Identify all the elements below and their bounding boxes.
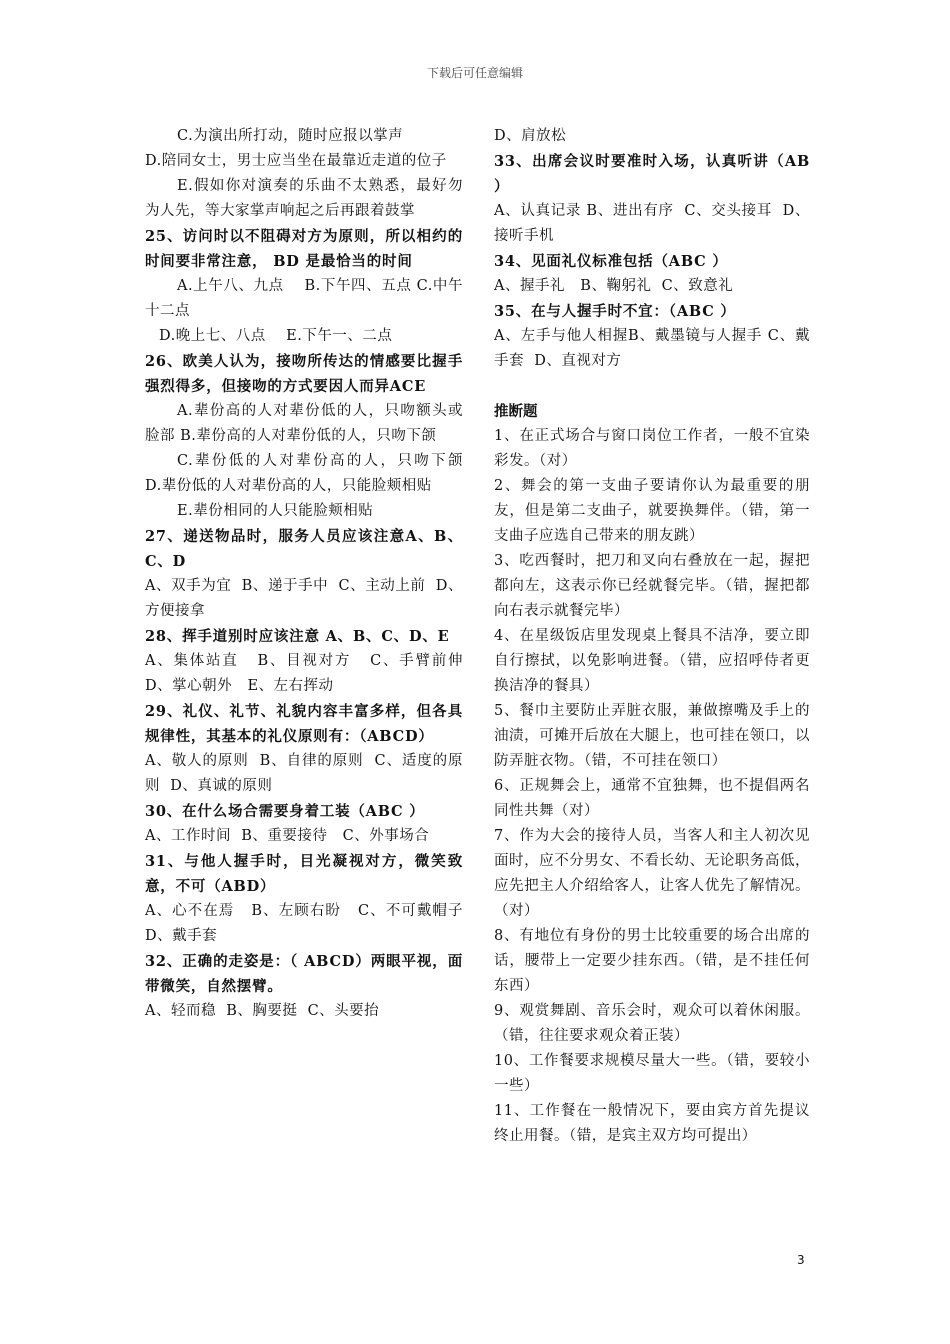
answer-text: A、左手与他人相握B、戴墨镜与人握手 C、戴手套 D、直视对方 [494,328,810,369]
answer-text: 8、有地位有身份的男士比较重要的场合出席的话，腰带上一定要少挂东西。（错，是不挂任何东西） [494,928,810,994]
answer-text: D、肩放松 [494,128,567,144]
question-stem: 32、正确的走姿是：（ ABCD）两眼平视，面带微笑，自然摆臂。 [145,953,463,995]
answer-text: A、双手为宜 B、递于手中 C、主动上前 D、方便接拿 [145,578,463,619]
answer-text: E.辈份相同的人只能脸颊相贴 [177,503,374,519]
page-header: 下载后可任意编辑 [426,66,523,80]
answer-text: C.辈份低的人对辈份高的人，只吻下颌 D.辈份低的人对辈份高的人，只能脸颊相贴 [145,453,484,494]
question-stem: 35、在与人握手时不宜：（ABC ） [494,303,736,320]
right-column [494,124,816,1149]
answer-text: 2、舞会的第一支曲子要请你认为最重要的朋友，但是第二支曲子，就要换舞伴。（错，第一支曲子应选自己带来的朋友跳） [494,478,810,544]
answer-text: A、集体站直 B、目视对方 C、手臂前伸 D、掌心朝外 E、左右挥动 [145,653,474,694]
answer-text: A.辈份高的人对辈份低的人，只吻额头或脸部 B.辈份高的人对辈份低的人，只吻下颌 [145,403,463,444]
question-stem: 29、礼仪、礼节、礼貌内容丰富多样，但各具规律性，其基本的礼仪原则有：（ABCD） [145,703,463,745]
answer-text: A、轻而稳 B、胸要挺 C、头要抬 [145,1003,380,1019]
answer-text: 3、吃西餐时，把刀和叉向右叠放在一起，握把都向左，这表示你已经就餐完毕。（错，握把都向右表示就餐完毕） [494,553,810,619]
section-title: 推断题 [494,403,538,420]
answer-text: 6、正规舞会上，通常不宜独舞，也不提倡两名同性共舞（对） [494,778,810,819]
question-stem: 30、在什么场合需要身着工装（ABC ） [145,803,425,820]
answer-text: A、认真记录 B、进出有序 C、交头接耳 D、接听手机 [494,203,810,244]
question-stem: 26、欧美人认为，接吻所传达的情感要比握手强烈得多，但接吻的方式要因人而异ACE [145,353,463,395]
answer-text: 9、观赏舞剧、音乐会时，观众可以着休闲服。（错，往往要求观众着正装） [494,1003,810,1044]
answer-text: 4、在星级饭店里发现桌上餐具不洁净，要立即自行擦拭，以免影响进餐。（错，应招呼侍者更换洁净的餐具） [494,628,810,694]
answer-text: 1、在正式场合与窗口岗位工作者，一般不宜染彩发。（对） [494,428,810,469]
left-column [145,124,484,1024]
answer-text: 5、餐巾主要防止弄脏衣服，兼做擦嘴及手上的油渍，可摊开后放在大腿上，也可挂在领口，以防弄脏衣物。（错，不可挂在领口） [494,703,810,769]
question-stem: 33、出席会议时要准时入场，认真听讲（AB ） [494,153,816,195]
question-stem: 34、见面礼仪标准包括（ABC ） [494,253,728,270]
question-stem: 28、挥手道别时应该注意 A、B、C、D、E [145,628,450,645]
answer-text: A、握手礼 B、鞠躬礼 C、致意礼 [494,278,734,294]
spacer [494,374,810,399]
question-stem: 31、与他人握手时，目光凝视对方，微笑致意，不可（ABD） [145,853,463,895]
answer-text: A.上午八、九点 B.下午四、五点 C.中午十二点 [145,278,463,319]
answer-text: D.晚上七、八点 E.下午一、二点 [159,328,393,344]
answer-text: A、工作时间 B、重要接待 C、外事场合 [145,828,430,844]
answer-text: 7、作为大会的接待人员，当客人和主人初次见面时，应不分男女、不看长幼、无论职务高低，应先把主人介绍给客人，让客人优先了解情况。（对） [494,828,810,919]
answer-text: D.陪同女士，男士应当坐在最靠近走道的位子 [145,153,447,169]
answer-text: A、心不在焉 B、左顾右盼 C、不可戴帽子 D、戴手套 [145,903,469,944]
answer-text: C.为演出所打动，随时应报以掌声 [177,128,404,144]
question-stem: 25、访问时以不阻碍对方为原则，所以相约的时间要非常注意， BD 是最恰当的时间 [145,228,463,270]
question-stem: 27、递送物品时，服务人员应该注意A、B、C、D [145,528,463,570]
answer-text: 10、工作餐要求规模尽量大一些。（错，要较小一些） [494,1053,810,1094]
answer-text: A、敬人的原则 B、自律的原则 C、适度的原则 D、真诚的原则 [145,753,463,794]
answer-text: 11、工作餐在一般情况下，要由宾方首先提议终止用餐。（错，是宾主双方均可提出） [494,1103,810,1144]
answer-text: E.假如你对演奏的乐曲不太熟悉，最好勿为人先，等大家掌声响起之后再跟着鼓掌 [145,178,463,219]
page-number: 3 [797,1253,805,1267]
